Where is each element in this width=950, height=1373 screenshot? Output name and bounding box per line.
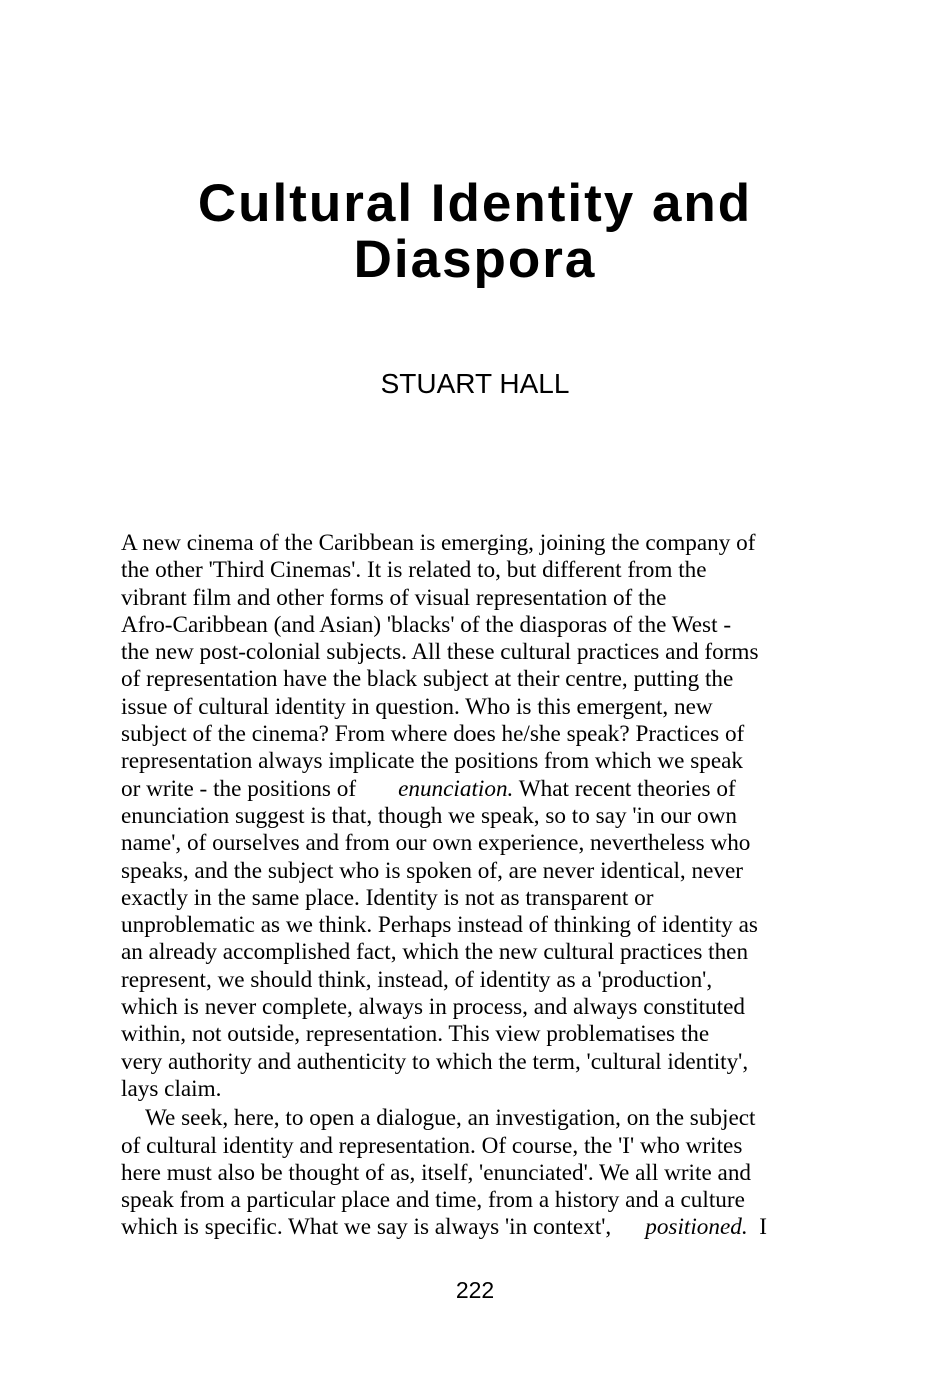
text-line: issue of cultural identity in question. Who is this emergent, new [121,693,713,720]
text-line: A new cinema of the Caribbean is emerging, joining the company of [121,530,756,556]
text-line: of cultural identity and representation. Of course, the 'I' who writes [121,1132,743,1159]
text-line: unproblematic as we think. Perhaps instead of thinking of identity as [121,912,758,939]
page-title [0,176,950,288]
text-segment: which is specific. What we say is always 'in context', [121,1214,612,1241]
paragraph-1 [121,530,841,1103]
text-line: of representation have the black subject at their centre, putting the [121,666,734,693]
text-line: very authority and authenticity to which the term, 'cultural identity', [121,1048,749,1075]
text-line: the other 'Third Cinemas'. It is related to, but different from the [121,557,707,584]
text-line: exactly in the same place. Identity is not as transparent or [121,884,654,911]
text-line: speaks, and the subject who is spoken of, are never identical, never [121,857,743,884]
title-line-2: Diaspora [353,230,597,289]
title-line-1: Cultural Identity and [197,174,753,233]
text-line: name', of ourselves and from our own experience, nevertheless who [121,830,751,857]
text-segment: What recent theories of [513,775,736,802]
text-line: here must also be thought of as, itself, 'enunciated'. We all write and [121,1159,752,1186]
text-segment: or write - the positions of [121,775,357,802]
text-line: the new post-colonial subjects. All these cultural practices and forms [121,639,759,666]
text-line: lays claim. [121,1075,222,1102]
body-text [121,530,841,1242]
text-line [121,776,841,803]
text-line: speak from a particular place and time, from a history and a culture [121,1187,745,1214]
text-line: which is never complete, always in process, and always constituted [121,994,745,1021]
text-line [121,1214,841,1241]
author-name: STUART HALL [380,368,570,399]
text-line: enunciation suggest is that, though we speak, so to say 'in our own [121,802,737,829]
text-line: within, not outside, representation. This view problematises the [121,1021,710,1048]
text-line: an already accomplished fact, which the new cultural practices then [121,939,749,966]
text-line: We seek, here, to open a dialogue, an investigation, on the subject [145,1105,756,1132]
italic-term-enunciation: enunciation. [398,775,514,802]
text-line: subject of the cinema? From where does he/she speak? Practices of [121,721,745,748]
text-line: vibrant film and other forms of visual representation of the [121,584,667,611]
text-segment: I [747,1214,767,1241]
text-line: Afro-Caribbean (and Asian) 'blacks' of the diasporas of the West - [121,611,732,638]
text-line: represent, we should think, instead, of identity as a 'production', [121,966,713,993]
italic-term-positioned: positioned. [645,1214,748,1241]
paragraph-2 [121,1105,841,1241]
text-line: representation always implicate the positions from which we speak [121,748,744,775]
page-number: 222 [455,1277,495,1303]
